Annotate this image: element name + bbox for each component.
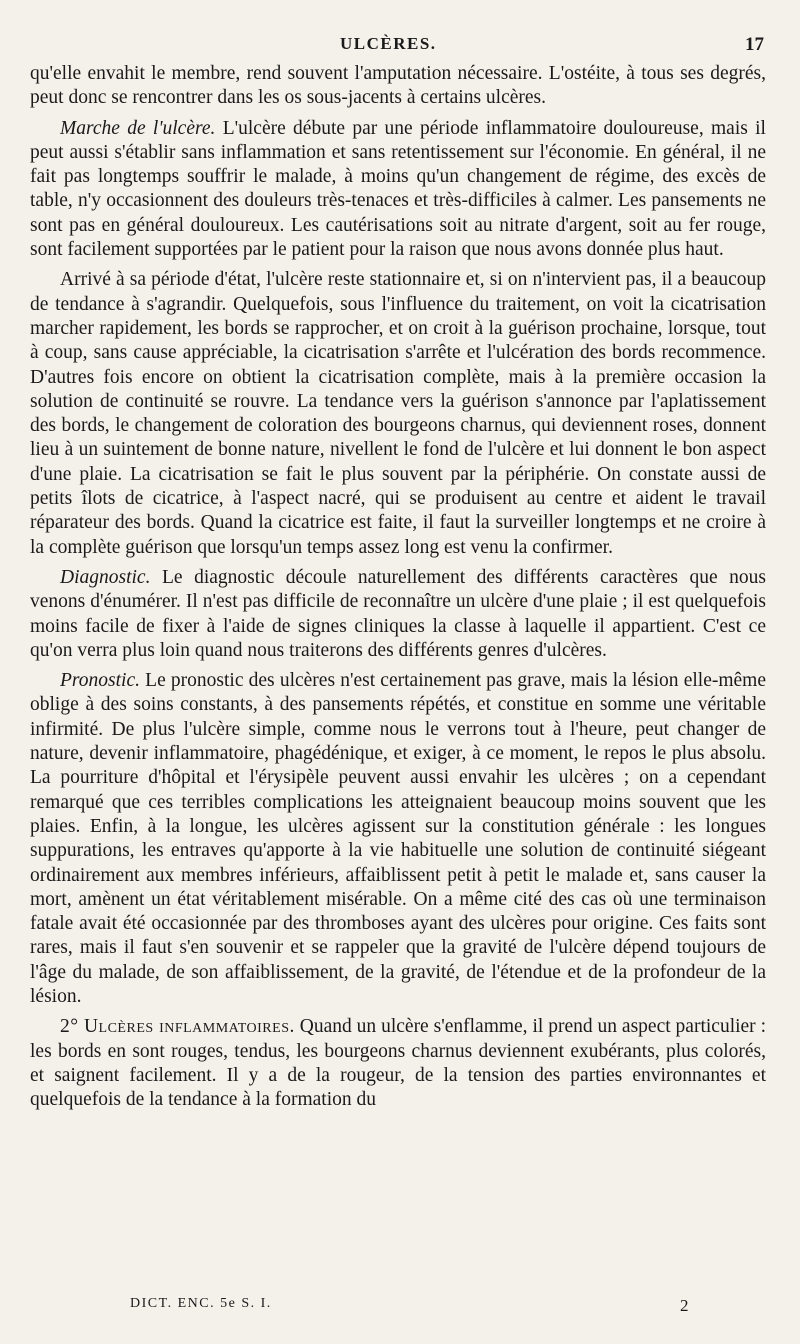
- paragraph-text: Arrivé à sa période d'état, l'ulcère reste stationnaire et, si on n'intervient pas, il a beaucoup de tendance à s'agrandir. Quelquefois, sous l'influence du traitement, on voit la cicatrisation marcher rapidement, les bords se rapprocher, et on croit à la guérison prochaine, lorsque, tout à coup, sans cause appréciable, la cicatrisation s'arrête et l'ulcération des bords recommence. D'autres fois encore on obtient la cicatrisation complète, mais à la première occasion la solution de continuité se rouvre. La tendance vers la guérison s'annonce par l'aplatissement des bords, le changement de coloration des bourgeons charnus, qui deviennent roses, donnent lieu à un suintement de bonne nature, nivellent le fond de l'ulcère et lui donnent le bon aspect d'une plaie. La cicatrisation se fait le plus souvent par la périphérie. On constate aussi de petits îlots de cicatrice, à l'aspect nacré, qui se produisent au centre et aident le travail réparateur des bords. Quand la cicatrice est faite, il faut la surveiller longtemps et ne croire à la complète guérison que lorsqu'un temps assez long est venu la confirmer.: [30, 269, 766, 558]
- page-header: [0, 34, 800, 56]
- paragraph-continuation: [30, 62, 766, 111]
- running-title: ULCÈRES.: [340, 34, 437, 53]
- printer-signature: DICT. ENC. 5e S. I.: [130, 1296, 272, 1311]
- paragraph-text: Le diagnostic découle naturellement des différents caractères que nous venons d'énumérer. Il n'est pas difficile de reconnaître un ulcère d'une plaie ; il est quelquefois moins facile de fixer à l'aide de signes cliniques la classe à laquelle il appartient. C'est ce qu'on verra plus loin quand nous traiterons des différents genres d'ulcères.: [30, 566, 766, 661]
- page-number: 17: [745, 34, 764, 55]
- section-heading: 2° Ulcères inflammatoires.: [60, 1016, 295, 1038]
- page-footer: [0, 1296, 800, 1318]
- body-text: [30, 62, 766, 1112]
- paragraph-marche: [30, 117, 766, 263]
- paragraph-pronostic: [30, 669, 766, 1009]
- section-lead: Pronostic.: [60, 670, 140, 692]
- signature-number: 2: [680, 1296, 689, 1315]
- paragraph-periode-etat: [30, 268, 766, 560]
- section-lead: Diagnostic.: [60, 566, 151, 588]
- paragraph-text: Le pronostic des ulcères n'est certainement pas grave, mais la lésion elle-même oblige à des soins constants, à des pansements répétés, et constitue en somme une véritable infirmité. De plus l'ulcère simple, comme nous le verrons tout à l'heure, peut changer de nature, devenir inflammatoire, phagédénique, et exiger, à ce moment, le repos le plus absolu. La pourriture d'hôpital et l'érysipèle peuvent aussi envahir les ulcères ; on a cependant remarqué que ces terribles complications les atteignaient beaucoup moins souvent que les plaies. Enfin, à la longue, les ulcères agissent sur la constitution générale : les longues suppurations, les entraves qu'apporte à la vie habituelle une solution de continuité siégeant ordinairement aux membres inférieurs, affaiblissent petit à petit le malade et, sans causer la mort, amènent un état véritablement misérable. On a même cité des cas où une terminaison fatale avait été occasionnée par des thromboses ayant des ulcères pour origine. Ces faits sont rares, mais il faut s'en souvenir et se rappeler que la gravité de l'ulcère dépend toujours de l'âge du malade, de son affaiblissement, de la gravité, de l'étendue et de la profondeur de la lésion.: [30, 670, 766, 1007]
- paragraph-text: Quand un ulcère s'enflamme, il prend un aspect particulier : les bords en sont rouges, tendus, les bourgeons charnus deviennent exubérants, plus colorés, et saignent facilement. Il y a de la rougeur, de la tension des parties environnantes et quelquefois de la tendance à la formation du: [30, 1016, 766, 1111]
- section-lead: Marche de l'ulcère.: [60, 117, 216, 139]
- paragraph-diagnostic: [30, 566, 766, 663]
- paragraph-text: L'ulcère débute par une période inflammatoire douloureuse, mais il peut aussi s'établir sans inflammation et sans retentissement sur l'économie. En général, il ne fait pas longtemps souffrir le malade, à moins qu'un changement de régime, des excès de table, n'y occasionnent des douleurs très-tenaces et très-difficiles à calmer. Les pansements ne sont pas en général douloureux. Les cautérisations soit au nitrate d'argent, soit au fer rouge, sont facilement supportées par le patient pour la raison que nous avons donnée plus haut.: [30, 117, 766, 261]
- paragraph-text: qu'elle envahit le membre, rend souvent l'amputation nécessaire. L'ostéite, à tous ses degrés, peut donc se rencontrer dans les os sous-jacents à certains ulcères.: [30, 63, 766, 109]
- paragraph-ulceres-inflammatoires: [30, 1015, 766, 1112]
